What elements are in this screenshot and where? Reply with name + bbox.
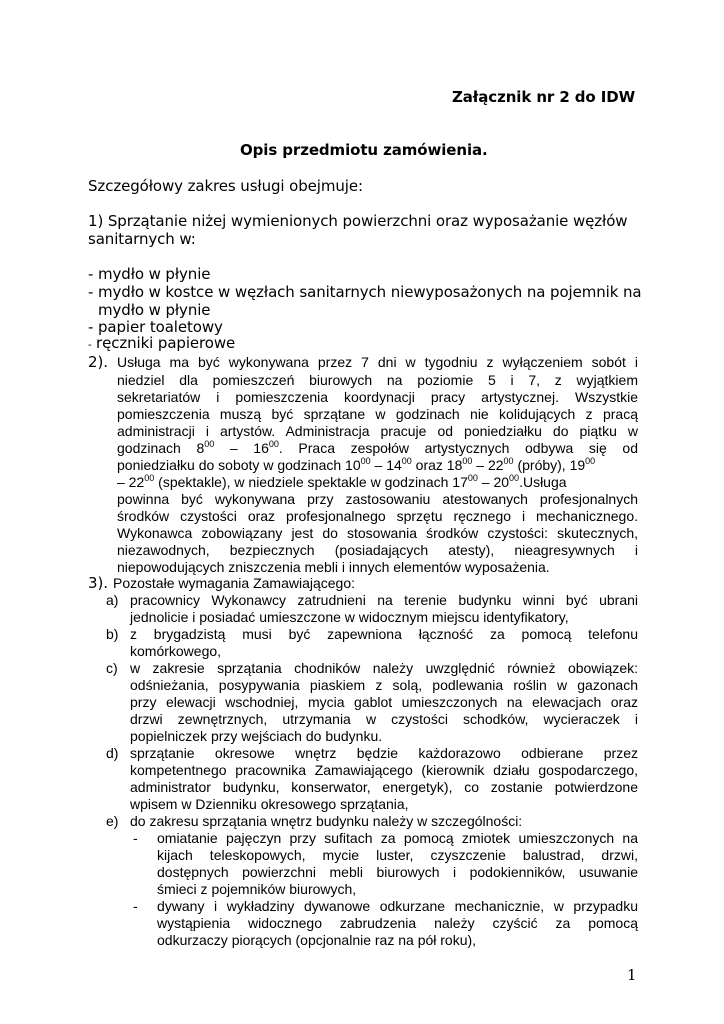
- intro-text: Szczegółowy zakres usługi obejmuje:: [88, 177, 363, 195]
- item-line: w zakresie sprzątania chodników należy uwzględnić również obowiązek:: [130, 660, 638, 676]
- list-item-continued: mydło w płynie: [98, 301, 211, 319]
- item-line: do zakresu sprzątania wnętrz budynku należy w szczególności:: [130, 813, 523, 829]
- attachment-label: Załącznik nr 2 do IDW: [452, 88, 636, 106]
- section3-heading: Pozostałe wymagania Zamawiającego:: [113, 575, 356, 591]
- subitem-line: dywany i wykładziny dywanowe odkurzane mechanicznie, w przypadku: [157, 898, 638, 914]
- item-line: jednolicie i posiadać umieszczone w widocznym miejscu identyfikatory,: [130, 609, 569, 625]
- section2-line: Usługa ma być wykonywana przez 7 dni w tygodniu z wyłączeniem sobót i: [117, 354, 638, 370]
- section1-line2: sanitarnych w:: [88, 230, 196, 248]
- item-line: odśnieżania, posypywania piaskiem z solą, podlewania roślin w gazonach: [130, 677, 638, 693]
- subitem-line: omiatanie pajęczyn przy sufitach za pomocą zmiotek umieszczonych na: [157, 830, 638, 846]
- item-marker: a): [106, 592, 119, 608]
- item-line: przy elewacji wschodniej, mycia gablot umieszczonych na elewacjach oraz: [130, 694, 638, 710]
- subitem-line: kijach teleskopowych, mycie luster, czyszczenie balustrad, drzwi,: [157, 847, 638, 863]
- list-item-dash: -: [88, 339, 92, 351]
- item-line: z brygadzistą musi być zapewniona łączność za pomocą telefonu: [130, 626, 638, 642]
- list-item: - papier toaletowy: [88, 318, 223, 336]
- section2-line: powinna być wykonywana przy zastosowaniu atestowanych profesjonalnych: [117, 491, 638, 507]
- list-item: - mydło w kostce w węzłach sanitarnych niewyposażonych na pojemnik na: [88, 283, 642, 301]
- list-item: - mydło w płynie: [88, 265, 211, 283]
- section1-line1: 1) Sprzątanie niżej wymienionych powierzchni oraz wyposażanie węzłów: [88, 212, 628, 230]
- section2-line: środków czystości oraz profesjonalnego sprzętu ręcznego i mechanicznego.: [117, 508, 638, 524]
- item-marker: c): [106, 660, 118, 676]
- section2-saturday-line: poniedziałku do soboty w godzinach $10^{00} - 14^{00}$ oraz $18^{00} - 22^{00}$ (próby), $19^{00}$: [117, 456, 596, 473]
- item-marker: d): [106, 745, 119, 761]
- section2-line: administracji i artystów. Administracja pracuje od poniedziałku do piątku w: [117, 423, 638, 439]
- section2-hours-line: godzinach $8^{00} - 16^{00}$. Praca zespołów artystycznych odbywa się od: [117, 439, 638, 456]
- list-item: ręczniki papierowe: [96, 334, 236, 352]
- item-line: administrator budynku, konserwator, energetyk), co zostanie potwierdzone: [130, 779, 638, 795]
- item-line: pracownicy Wykonawcy zatrudnieni na terenie budynku winni być ubrani: [130, 592, 638, 608]
- subitem-line: wystąpienia widocznego zabrudzenia należy czyścić za pomocą: [157, 915, 638, 931]
- section2-line: pomieszczenia muszą być sprzątane w godzinach nie kolidujących z pracą: [117, 406, 638, 422]
- section3-number: 3).: [88, 574, 108, 592]
- section2-sunday-line: – $22^{00}$ (spektakle), w niedziele spektakle w godzinach $17^{00}$ – $20^{00}.Usługa$: [117, 473, 567, 490]
- item-marker: b): [106, 626, 119, 642]
- section2-line: niepowodujących zniszczenia mebli i innych elementów wyposażenia.: [117, 559, 550, 575]
- subitem-line: odkurzaczy piorących (opcjonalnie raz na pół roku),: [157, 932, 477, 948]
- subitem-marker: -: [133, 830, 138, 846]
- section2-line: sekretariatów i pomieszczenia koordynacji pracy artystycznej. Wszystkie: [117, 389, 638, 405]
- section2-line: niedziel dla pomieszczeń biurowych na poziomie 5 i 7, z wyjątkiem: [117, 372, 638, 388]
- item-line: popielniczek przy wejściach do budynku.: [130, 728, 383, 744]
- document-title: Opis przedmiotu zamówienia.: [240, 141, 488, 159]
- subitem-line: dostępnych powierzchni mebli biurowych i podokienników, usuwanie: [157, 864, 638, 880]
- item-line: wpisem w Dzienniku okresowego sprzątania,: [130, 796, 409, 812]
- item-line: drzwi zewnętrznych, utrzymania w czystości schodków, wycieraczek i: [130, 711, 638, 727]
- section2-line: Wykonawca zobowiązany jest do stosowania środków czystości: skutecznych,: [117, 525, 638, 541]
- page-number: 1: [627, 966, 637, 984]
- subitem-marker: -: [133, 898, 138, 914]
- section2-line: niezawodnych, bezpiecznych (posiadających atesty), nieagresywnych i: [117, 542, 638, 558]
- item-marker: e): [106, 813, 119, 829]
- item-line: sprzątanie okresowe wnętrz będzie każdorazowo odbierane przez: [130, 745, 638, 761]
- item-line: komórkowego,: [130, 643, 222, 659]
- item-line: kompetentnego pracownika Zamawiającego (kierownik działu gospodarczego,: [130, 762, 638, 778]
- subitem-line: śmieci z pojemników biurowych,: [157, 881, 357, 897]
- section2-number: 2).: [88, 353, 108, 371]
